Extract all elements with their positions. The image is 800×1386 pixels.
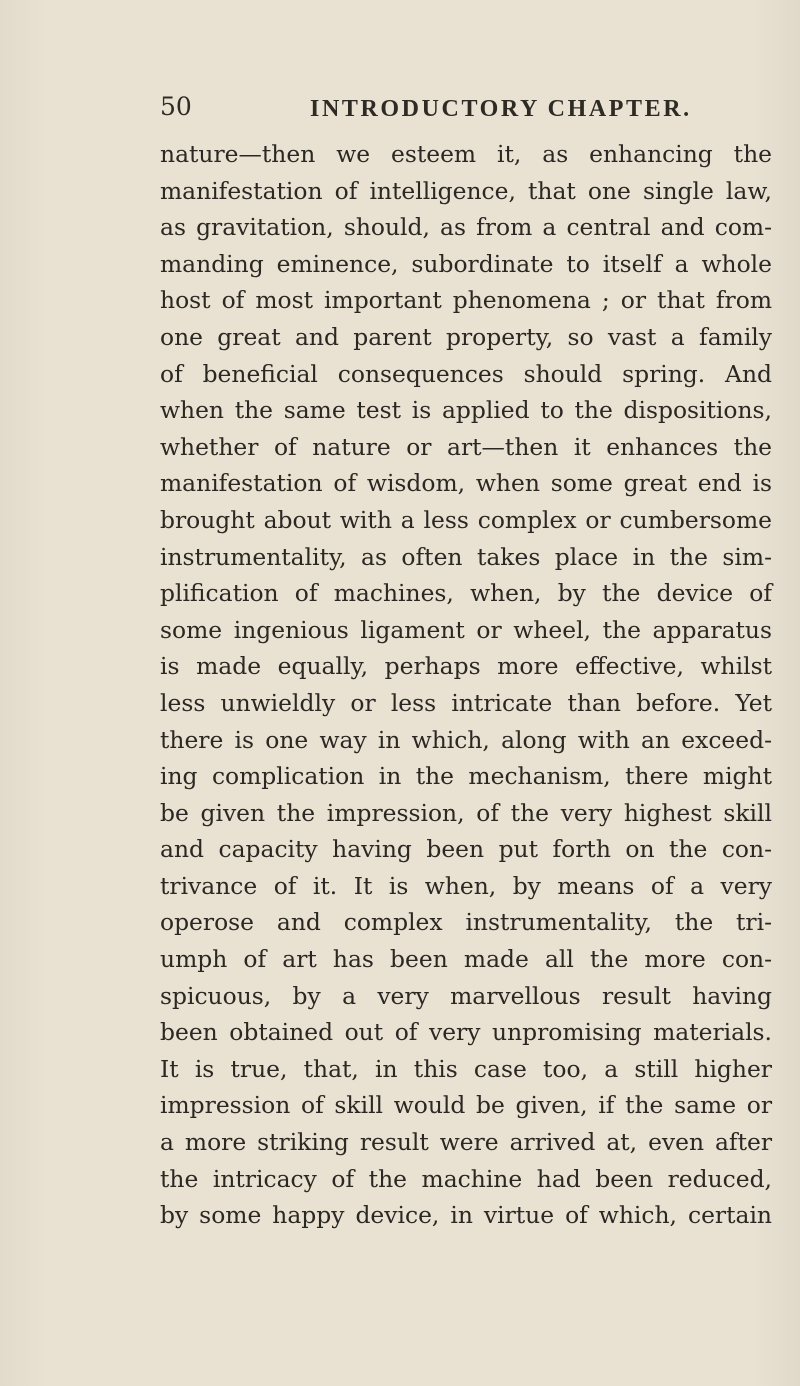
text-line: when the same test is applied to the dispositions, [160,396,772,425]
body-text [160,136,772,1234]
chapter-title: INTRODUCTORY CHAPTER. [310,96,692,122]
text-line: impression of skill would be given, if the same or [160,1091,772,1120]
text-line: is made equally, perhaps more effective, whilst [160,652,772,681]
running-head [160,92,780,128]
text-line: It is true, that, in this case too, a still higher [160,1054,772,1083]
text-line: brought about with a less complex or cumbersome [160,505,772,534]
text-line: umph of art has been made all the more con- [160,945,772,974]
page-number: 50 [160,92,192,121]
text-line: been obtained out of very unpromising materials. [160,1018,772,1047]
text-line: of beneficial consequences should spring. And [160,359,772,388]
text-line: the intricacy of the machine had been reduced, [160,1164,772,1193]
text-line: nature—then we esteem it, as enhancing the [160,140,772,168]
text-line: less unwieldly or less intricate than before. Yet [160,688,772,717]
text-line: host of most important phenomena ; or that from [160,286,772,315]
text-line: there is one way in which, along with an exceed- [160,725,772,754]
text-line: and capacity having been put forth on the con- [160,835,772,864]
text-line: a more striking result were arrived at, even after [160,1128,772,1157]
text-line: manifestation of intelligence, that one single law, [160,176,772,205]
text-line: whether of nature or art—then it enhances the [160,432,772,461]
text-line: as gravitation, should, as from a central and com- [160,213,772,242]
text-line: manifestation of wisdom, when some great end is [160,469,772,498]
text-line: trivance of it. It is when, by means of a very [160,871,772,900]
text-line: operose and complex instrumentality, the tri- [160,908,772,937]
text-line: plification of machines, when, by the device of [160,579,772,608]
text-line: one great and parent property, so vast a family [160,322,772,351]
text-line: be given the impression, of the very highest skill [160,798,772,827]
text-line: instrumentality, as often takes place in the sim- [160,542,772,571]
text-line: some ingenious ligament or wheel, the apparatus [160,615,772,644]
text-line: by some happy device, in virtue of which, certain [160,1201,772,1230]
text-line: spicuous, by a very marvellous result having [160,981,772,1010]
text-line: ing complication in the mechanism, there might [160,762,772,791]
text-line: manding eminence, subordinate to itself a whole [160,249,772,278]
